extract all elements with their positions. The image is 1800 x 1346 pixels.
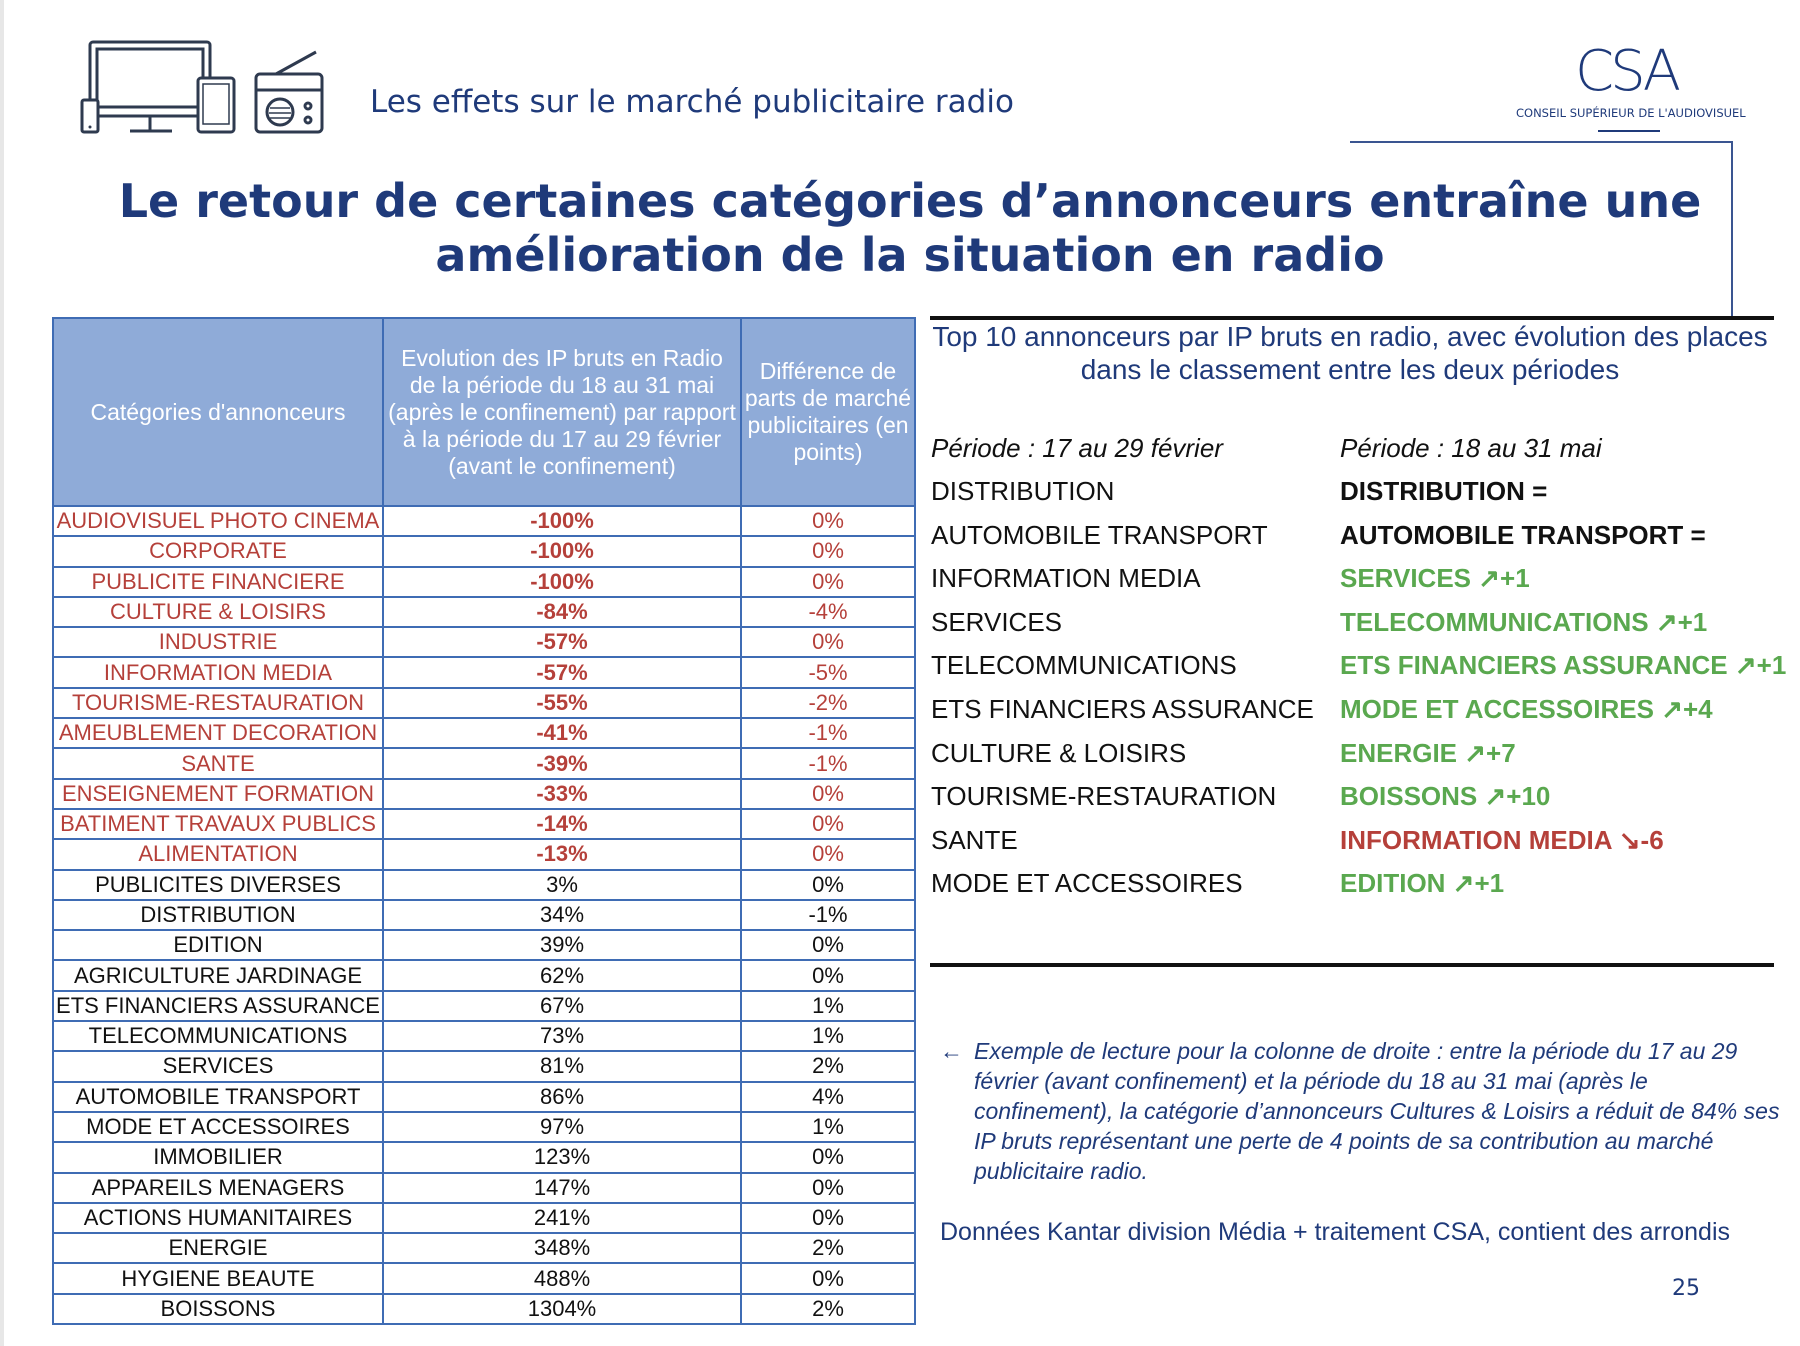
cell-category: INFORMATION MEDIA <box>53 657 383 687</box>
cell-difference: -1% <box>741 900 915 930</box>
logo-text: CONSEIL SUPÉRIEUR DE L'AUDIOVISUEL <box>1516 106 1746 120</box>
cell-difference: 1% <box>741 991 915 1021</box>
cell-category: ALIMENTATION <box>53 839 383 869</box>
table-row <box>53 1233 915 1263</box>
table-row <box>53 809 915 839</box>
table-row <box>53 748 915 778</box>
ranking-after: INFORMATION MEDIA ↘-6 <box>1340 824 1664 855</box>
cell-category: AMEUBLEMENT DECORATION <box>53 718 383 748</box>
cell-category: TELECOMMUNICATIONS <box>53 1021 383 1051</box>
cell-evolution: 3% <box>383 870 741 900</box>
cell-category: APPAREILS MENAGERS <box>53 1173 383 1203</box>
cell-category: BOISSONS <box>53 1294 383 1324</box>
cell-difference: 0% <box>741 839 915 869</box>
ranking-after: DISTRIBUTION = <box>1340 476 1548 506</box>
cell-evolution: -84% <box>383 597 741 627</box>
ranking-row <box>931 607 1771 647</box>
cell-evolution: 73% <box>383 1021 741 1051</box>
cell-category: SERVICES <box>53 1051 383 1081</box>
ranking-before: SERVICES <box>931 606 1063 637</box>
cell-category: ETS FINANCIERS ASSURANCE <box>53 991 383 1021</box>
logo-mark: CSA <box>1575 39 1677 104</box>
cell-category: INDUSTRIE <box>53 627 383 657</box>
reading-note-text: Exemple de lecture pour la colonne de droite : entre la période du 17 au 29 février (avant confinement) et la période du 18 au 31 mai (après le confinement), la catégorie d’annonceurs Cultures & Loisirs a réduit de 84% ses IP bruts représentant une perte de 4 points de sa contribution au marché publicitaire radio. <box>974 1038 1780 1184</box>
ranking-before: TOURISME-RESTAURATION <box>931 781 1277 812</box>
cell-category: PUBLICITE FINANCIERE <box>53 567 383 597</box>
cell-difference: 0% <box>741 1263 915 1293</box>
table-row <box>53 1173 915 1203</box>
cell-difference: -1% <box>741 718 915 748</box>
table-row <box>53 1263 915 1293</box>
ranking-row <box>931 563 1771 603</box>
categories-table <box>52 317 916 1325</box>
table-row <box>53 536 915 566</box>
radio-icon <box>256 52 322 132</box>
slide-headline: Le retour de certaines catégories d’annonceurs entraîne une amélioration de la situation en radio <box>118 174 1702 282</box>
table-row <box>53 657 915 687</box>
ranking-after: EDITION ↗+1 <box>1340 868 1505 899</box>
logo-underline <box>1598 130 1660 132</box>
ranking-after: BOISSONS ↗+10 <box>1340 781 1551 812</box>
page-edge <box>0 0 4 1346</box>
column-header-difference: Différence de parts de marché publicitaires (en points) <box>741 318 915 506</box>
cell-difference: 0% <box>741 536 915 566</box>
cell-evolution: -100% <box>383 536 741 566</box>
cell-evolution: 1304% <box>383 1294 741 1324</box>
table-row <box>53 1294 915 1324</box>
table-row <box>53 1082 915 1112</box>
data-source: Données Kantar division Média + traitement CSA, contient des arrondis <box>940 1218 1731 1246</box>
ranking-before: AUTOMOBILE TRANSPORT <box>931 519 1268 550</box>
cell-evolution: 81% <box>383 1051 741 1081</box>
cell-difference: 0% <box>741 627 915 657</box>
ranking-after: MODE ET ACCESSOIRES ↗+4 <box>1340 694 1713 724</box>
ranking-row <box>931 781 1771 821</box>
cell-category: EDITION <box>53 930 383 960</box>
period-left-label: Période : 17 au 29 février <box>931 433 1223 463</box>
csa-logo <box>1516 39 1746 120</box>
table-row <box>53 930 915 960</box>
table-row <box>53 506 915 536</box>
cell-evolution: -41% <box>383 718 741 748</box>
cell-category: IMMOBILIER <box>53 1142 383 1172</box>
bottom-rule <box>930 963 1774 967</box>
cell-difference: 0% <box>741 870 915 900</box>
cell-evolution: 241% <box>383 1203 741 1233</box>
cell-evolution: 86% <box>383 1082 741 1112</box>
cell-difference: 0% <box>741 1203 915 1233</box>
cell-category: DISTRIBUTION <box>53 900 383 930</box>
ranking-before: SANTE <box>931 824 1018 855</box>
cell-difference: 0% <box>741 506 915 536</box>
cell-difference: 0% <box>741 1173 915 1203</box>
ranking-row <box>931 868 1771 908</box>
cell-category: AGRICULTURE JARDINAGE <box>53 960 383 990</box>
table-row <box>53 839 915 869</box>
period-right-label: Période : 18 au 31 mai <box>1340 433 1602 463</box>
cell-difference: -5% <box>741 657 915 687</box>
cell-evolution: 123% <box>383 1142 741 1172</box>
cell-category: CULTURE & LOISIRS <box>53 597 383 627</box>
page-number: 25 <box>1672 1276 1700 1301</box>
ranking-after: TELECOMMUNICATIONS ↗+1 <box>1340 606 1708 637</box>
ranking-row <box>931 825 1771 865</box>
ranking-before: MODE ET ACCESSOIRES <box>931 868 1243 899</box>
cell-difference: -1% <box>741 748 915 778</box>
cell-difference: 2% <box>741 1051 915 1081</box>
ranking-before: CULTURE & LOISIRS <box>931 737 1187 768</box>
ranking-after: ENERGIE ↗+7 <box>1340 737 1516 768</box>
cell-evolution: 67% <box>383 991 741 1021</box>
ranking-row <box>931 650 1787 690</box>
table-row <box>53 627 915 657</box>
cell-evolution: -55% <box>383 688 741 718</box>
ranking-row <box>931 738 1771 778</box>
desktop-icon <box>90 42 210 131</box>
cell-difference: 1% <box>741 1021 915 1051</box>
arrow-left-icon: ← <box>940 1038 963 1064</box>
table-row <box>53 1112 915 1142</box>
cell-evolution: -57% <box>383 657 741 687</box>
cell-category: HYGIENE BEAUTE <box>53 1263 383 1293</box>
cell-difference: 0% <box>741 930 915 960</box>
table-row <box>53 1142 915 1172</box>
ranking-before: ETS FINANCIERS ASSURANCE <box>931 694 1314 724</box>
cell-evolution: 97% <box>383 1112 741 1142</box>
ranking-row <box>931 694 1771 734</box>
phone-icon <box>82 100 98 132</box>
section-subtitle: Les effets sur le marché publicitaire radio <box>370 84 1014 120</box>
cell-difference: 0% <box>741 567 915 597</box>
ranking-before: INFORMATION MEDIA <box>931 563 1201 594</box>
ranking-after: SERVICES ↗+1 <box>1340 563 1530 594</box>
ranking-before: TELECOMMUNICATIONS <box>931 650 1237 681</box>
cell-evolution: 348% <box>383 1233 741 1263</box>
cell-evolution: 62% <box>383 960 741 990</box>
table-row <box>53 779 915 809</box>
table-body <box>53 506 915 1324</box>
frame-line <box>1350 141 1733 143</box>
top10-title: Top 10 annonceurs par IP bruts en radio, avec évolution des places dans le classement entre les deux périodes <box>932 321 1768 385</box>
cell-evolution: 34% <box>383 900 741 930</box>
cell-evolution: 147% <box>383 1173 741 1203</box>
ranking-row <box>931 476 1771 516</box>
table-row <box>53 597 915 627</box>
cell-difference: 0% <box>741 1142 915 1172</box>
cell-category: ENSEIGNEMENT FORMATION <box>53 779 383 809</box>
ranking-after: ETS FINANCIERS ASSURANCE ↗+1 <box>1340 650 1787 681</box>
table-row <box>53 900 915 930</box>
cell-difference: 0% <box>741 779 915 809</box>
cell-evolution: -100% <box>383 567 741 597</box>
cell-category: SANTE <box>53 748 383 778</box>
ranking-before: DISTRIBUTION <box>931 476 1115 506</box>
cell-evolution: -14% <box>383 809 741 839</box>
table-row <box>53 567 915 597</box>
cell-difference: 1% <box>741 1112 915 1142</box>
cell-evolution: -33% <box>383 779 741 809</box>
cell-category: AUDIOVISUEL PHOTO CINEMA <box>53 506 383 536</box>
cell-category: ENERGIE <box>53 1233 383 1263</box>
cell-difference: 2% <box>741 1233 915 1263</box>
cell-difference: -2% <box>741 688 915 718</box>
cell-category: CORPORATE <box>53 536 383 566</box>
cell-difference: 4% <box>741 1082 915 1112</box>
ranking-row <box>931 520 1771 560</box>
cell-category: BATIMENT TRAVAUX PUBLICS <box>53 809 383 839</box>
media-devices-icon <box>80 38 340 138</box>
table-row <box>53 870 915 900</box>
cell-difference: -4% <box>741 597 915 627</box>
column-header-evolution: Evolution des IP bruts en Radio de la période du 18 au 31 mai (après le confinement) par rapport à la période du 17 au 29 février (avant le confinement) <box>383 318 741 506</box>
tablet-icon <box>198 78 234 132</box>
ranking-after: AUTOMOBILE TRANSPORT = <box>1340 519 1706 550</box>
cell-evolution: 39% <box>383 930 741 960</box>
cell-evolution: -13% <box>383 839 741 869</box>
cell-category: AUTOMOBILE TRANSPORT <box>53 1082 383 1112</box>
cell-category: MODE ET ACCESSOIRES <box>53 1112 383 1142</box>
table-row <box>53 960 915 990</box>
cell-category: ACTIONS HUMANITAIRES <box>53 1203 383 1233</box>
cell-difference: 0% <box>741 809 915 839</box>
table-header-row <box>53 318 915 506</box>
cell-difference: 0% <box>741 960 915 990</box>
column-header-category: Catégories d'annonceurs <box>53 318 383 506</box>
cell-evolution: 488% <box>383 1263 741 1293</box>
cell-evolution: -100% <box>383 506 741 536</box>
table-row <box>53 688 915 718</box>
cell-difference: 2% <box>741 1294 915 1324</box>
table-row <box>53 991 915 1021</box>
cell-category: PUBLICITES DIVERSES <box>53 870 383 900</box>
table-row <box>53 1203 915 1233</box>
reading-note <box>940 1036 1780 1186</box>
table-row <box>53 718 915 748</box>
table-row <box>53 1051 915 1081</box>
cell-evolution: -57% <box>383 627 741 657</box>
cell-category: TOURISME-RESTAURATION <box>53 688 383 718</box>
cell-evolution: -39% <box>383 748 741 778</box>
table-row <box>53 1021 915 1051</box>
